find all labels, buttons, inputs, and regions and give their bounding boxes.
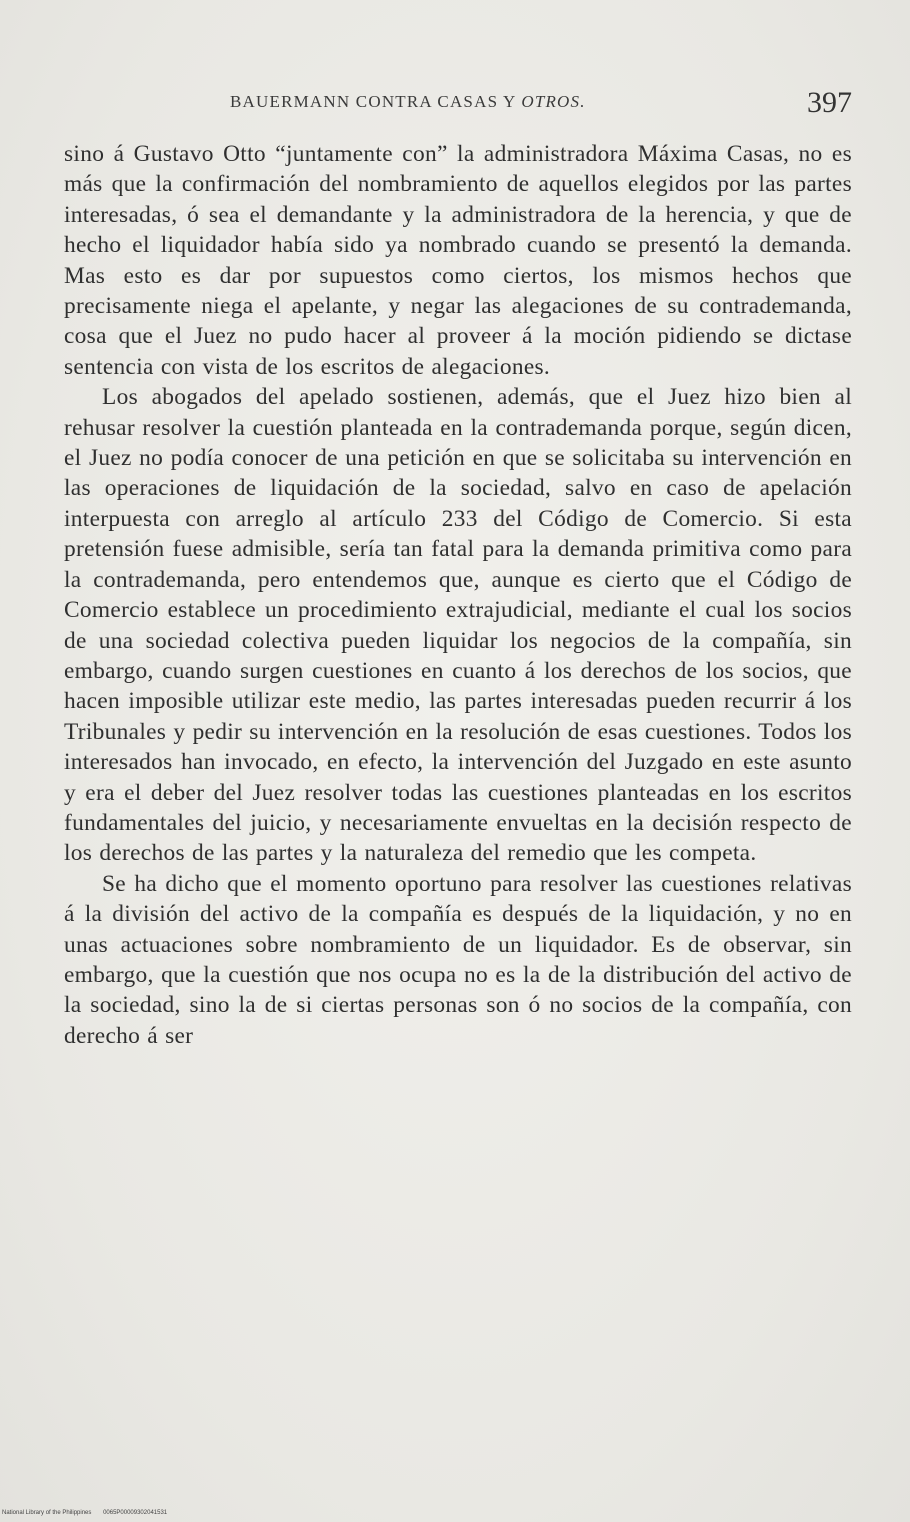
- running-head-roman: BAUERMANN CONTRA CASAS Y: [230, 92, 522, 111]
- paragraph-1: sino á Gustavo Otto “juntamente con” la administradora Máxima Casas, no es más que la confirmación del nombramiento de aquellos elegidos por las partes interesadas, ó sea el demandante y la administradora de la herencia, y que de hecho el liquidador había sido ya nombrado cuando se presentó la demanda. Mas esto es dar por supuestos como ciertos, los mismos hechos que precisamente niega el apelante, y negar las alegaciones de su contrademanda, cosa que el Juez no pudo hacer al proveer á la moción pidiendo se dictase sentencia con vista de los escritos de alegaciones.: [64, 141, 852, 380]
- page-number: 397: [807, 86, 852, 119]
- page-header: [64, 86, 852, 122]
- running-head-italic: OTROS.: [521, 92, 586, 111]
- footer-code: 0065P00009302041531: [103, 1510, 168, 1516]
- paragraph-3: Se ha dicho que el momento oportuno para resolver las cuestiones relativas á la división del activo de la compañía es después de la liquidación, y no en unas actuaciones sobre nombramiento de un liquidador. Es de observar, sin embargo, que la cuestión que nos ocupa no es la de la distribución del activo de la sociedad, sino la de si ciertas personas son ó no socios de la compañía, con derecho á ser: [64, 870, 852, 1049]
- paragraph-2: Los abogados del apelado sostienen, además, que el Juez hizo bien al rehusar resolver la cuestión planteada en la contrademanda porque, según dicen, el Juez no podía conocer de una petición en que se solicitaba su intervención en las operaciones de liquidación de la sociedad, salvo en caso de apelación interpuesta con arreglo al artículo 233 del Código de Comercio. Si esta pretensión fuese admisible, sería tan fatal para la demanda primitiva como para la contrademanda, pero entendemos que, aunque es cierto que el Código de Comercio establece un procedimiento extrajudicial, mediante el cual los socios de una sociedad colectiva pueden liquidar los negocios de la compañía, sin embargo, cuando surgen cuestiones en cuanto á los derechos de los socios, que hacen imposible utilizar este medio, las partes interesadas pueden recurrir á los Tribunales y pedir su intervención en la resolución de esas cuestiones. Todos los interesados han invocado, en efecto, la intervención del Juzgado en este asunto y era el deber del Juez resolver todas las cuestiones planteadas en los escritos fundamentales del juicio, y necesariamente envueltas en la decisión respecto de los derechos de las partes y la naturaleza del remedio que les competa.: [64, 384, 852, 867]
- footer-library: National Library of the Philippines: [2, 1510, 92, 1516]
- running-head: [230, 92, 586, 112]
- scan-footer: [2, 1510, 177, 1516]
- body-text: [64, 139, 852, 1051]
